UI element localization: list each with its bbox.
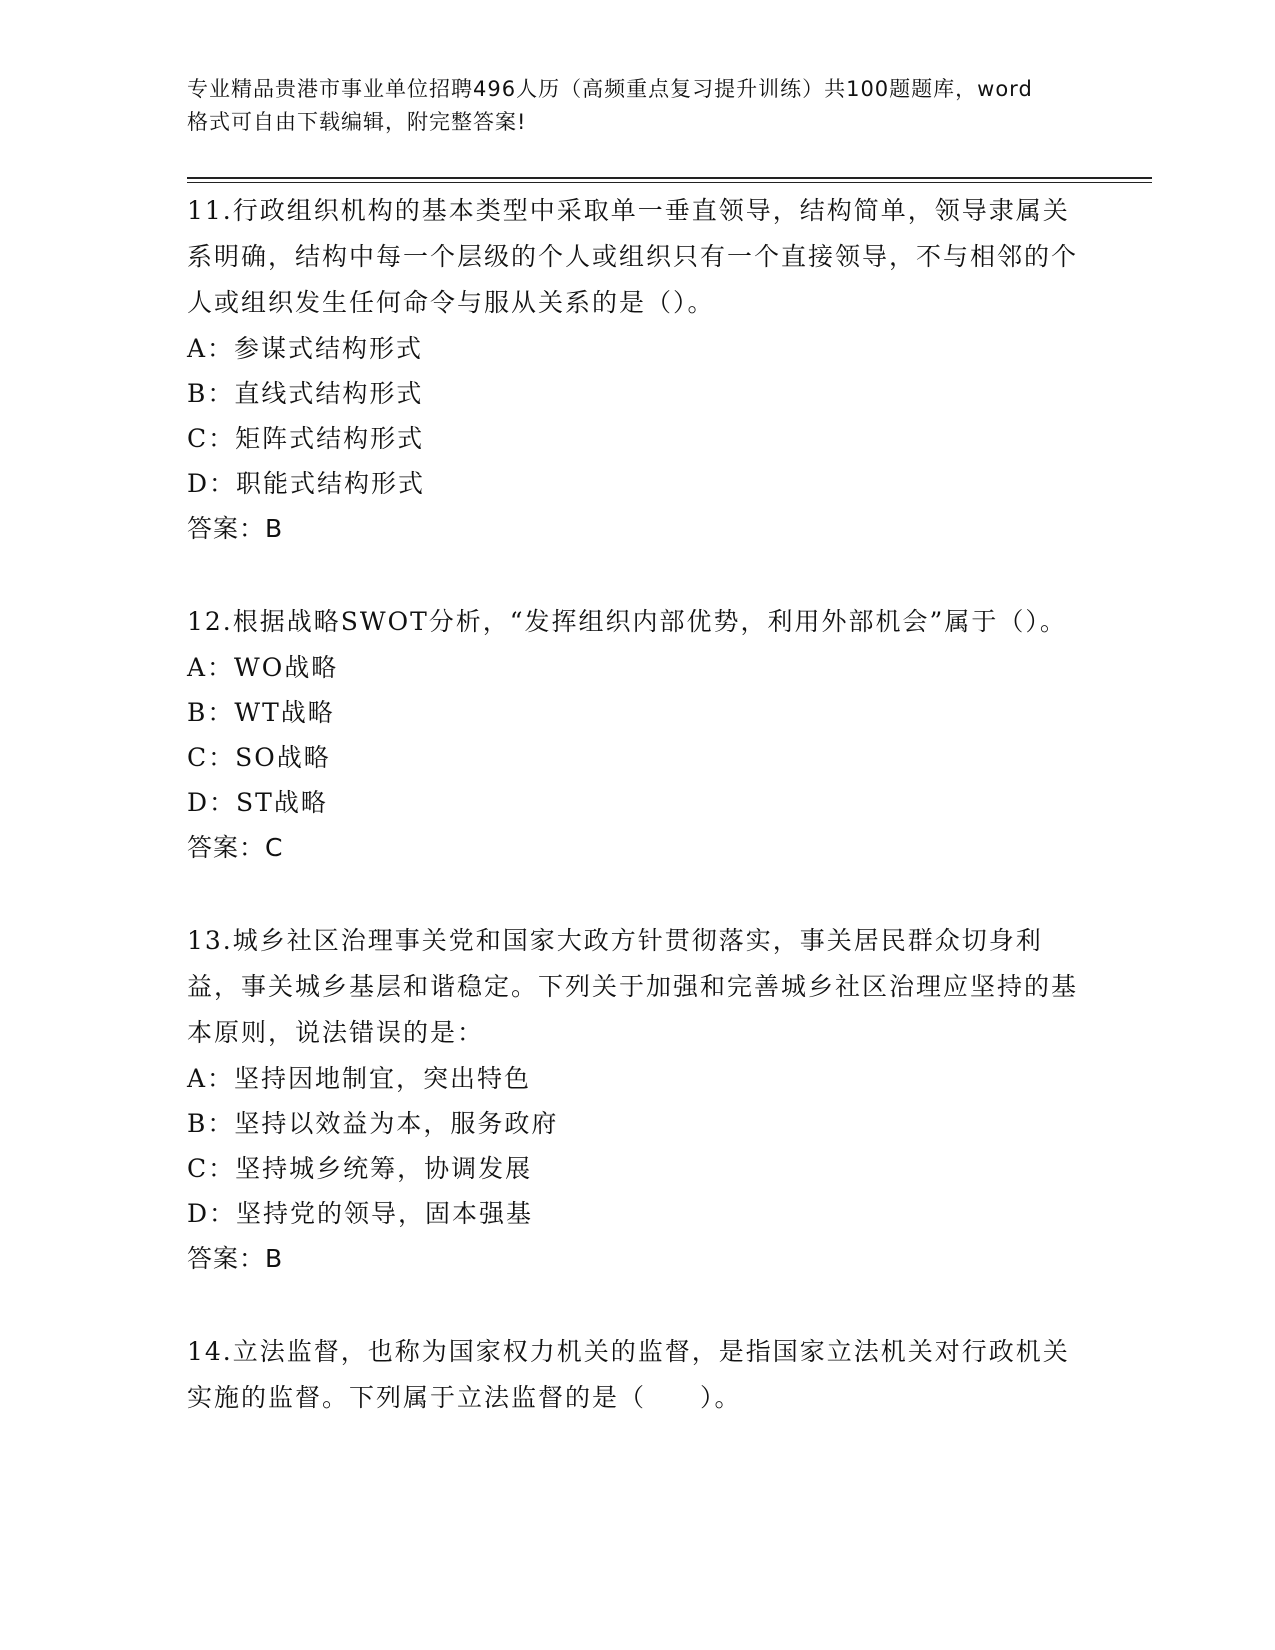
option-a: A：参谋式结构形式 (187, 334, 424, 363)
option-c: C：矩阵式结构形式 (187, 424, 425, 453)
option-b: B：坚持以效益为本，服务政府 (187, 1109, 559, 1138)
question-12 (187, 599, 1087, 870)
option-c: C：SO战略 (187, 743, 331, 772)
option-d: D：职能式结构形式 (187, 469, 426, 498)
option-d: D：ST战略 (187, 788, 328, 817)
answer: 答案：B (187, 514, 284, 543)
answer: 答案：C (187, 833, 284, 862)
question-text: 11.行政组织机构的基本类型中采取单一垂直领导，结构简单，领导隶属关系明确，结构中每一个层级的个人或组织只有一个直接领导，不与相邻的个人或组织发生任何命令与服从关系的是（）。 (187, 196, 1079, 317)
question-gap (187, 870, 1087, 918)
header-divider-thick (187, 177, 1152, 179)
option-d: D：坚持党的领导，固本强基 (187, 1199, 534, 1228)
question-11 (187, 188, 1087, 551)
question-gap (187, 551, 1087, 599)
answer: 答案：B (187, 1244, 284, 1273)
question-list (187, 188, 1087, 1421)
question-gap (187, 1281, 1087, 1329)
question-text: 13.城乡社区治理事关党和国家大政方针贯彻落实，事关居民群众切身利益，事关城乡基层和谐稳定。下列关于加强和完善城乡社区治理应坚持的基本原则，说法错误的是： (187, 926, 1079, 1047)
option-c: C：坚持城乡统筹，协调发展 (187, 1154, 533, 1183)
question-text: 12.根据战略SWOT分析，“发挥组织内部优势，利用外部机会”属于（）。 (187, 607, 1067, 636)
option-a: A：坚持因地制宜，突出特色 (187, 1064, 532, 1093)
option-b: B：WT战略 (187, 698, 335, 727)
document-header: 专业精品贵港市事业单位招聘496人历（高频重点复习提升训练）共100题题库，word格式可自由下载编辑，附完整答案! (187, 77, 1033, 134)
option-b: B：直线式结构形式 (187, 379, 424, 408)
question-13 (187, 918, 1087, 1281)
question-text: 14.立法监督，也称为国家权力机关的监督，是指国家立法机关对行政机关实施的监督。下列属于立法监督的是（ ）。 (187, 1337, 1070, 1412)
header-divider-thin (187, 182, 1152, 183)
option-a: A：WO战略 (187, 653, 339, 682)
question-14 (187, 1329, 1087, 1421)
